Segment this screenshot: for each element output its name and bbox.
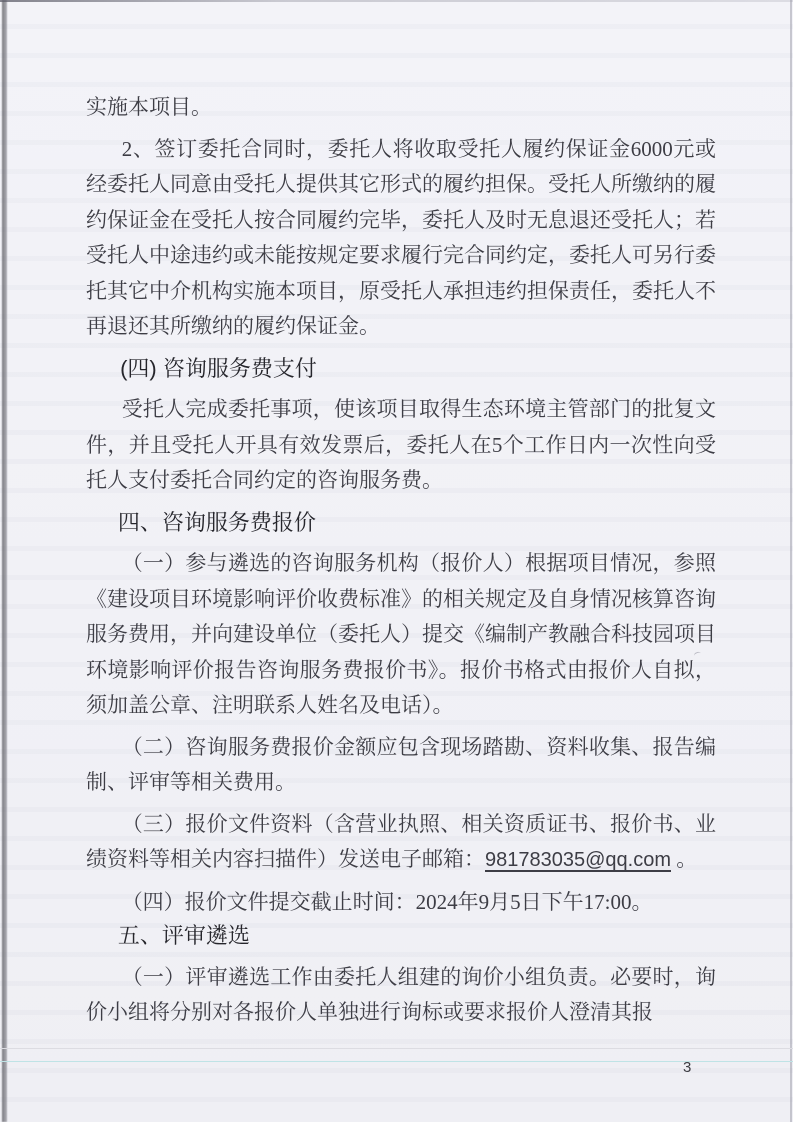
document-body xyxy=(86,90,716,1037)
paragraph-payment-terms: 受托人完成委托事项，使该项目取得生态环境主管部门的批复文件，并且受托人开具有效发票后，委托人在5个工作日内一次性向受托人支付委托合同约定的咨询服务费。 xyxy=(86,397,716,492)
footer-rule-cyan xyxy=(0,1061,793,1062)
paragraph-quotation-item-2: （二）咨询服务费报价金额应包含现场踏勘、资料收集、报告编制、评审等相关费用。 xyxy=(86,734,716,794)
quotation-item-3-tail: 。 xyxy=(671,847,698,871)
paragraph-continuation: 实施本项目。 xyxy=(86,95,212,119)
paragraph-review-item-1: （一）评审遴选工作由委托人组建的询价小组负责。必要时，询价小组将分别对各报价人单独进行询标或要求报价人澄清其报 xyxy=(86,964,716,1024)
heading-section-4-quotation: 四、咨询服务费报价 xyxy=(117,509,316,535)
paragraph-deposit-terms: 2、签订委托合同时，委托人将收取受托人履约保证金6000元或经委托人同意由受托人提供其它形式的履约担保。受托人所缴纳的履约保证金在受托人按合同履约完毕，委托人及时无息退还受托人；若受托人中途违约或未能按规定要求履行完合同约定，委托人可另行委托其它中介机构实施本项目，原受托人承担违约担保责任，委托人不再退还其所缴纳的履约保证金。 xyxy=(86,136,716,338)
footer-rule-gray xyxy=(0,1048,793,1049)
scan-left-edge xyxy=(2,0,7,1122)
paragraph-quotation-item-3 xyxy=(86,807,716,879)
paragraph-quotation-item-4-deadline: （四）报价文件提交截止时间：2024年9月5日下午17:00。 xyxy=(121,889,653,914)
page-number: 3 xyxy=(683,1059,692,1076)
heading-section-5-review: 五、评审遴选 xyxy=(117,923,250,948)
scan-right-edge xyxy=(790,0,792,1122)
scan-top-edge xyxy=(0,0,793,2)
quotation-item-3-text: （三）报价文件资料（含营业执照、相关资质证书、报价书、业绩资料等相关内容扫描件）发送电子邮箱： xyxy=(86,811,716,871)
email-link[interactable]: 981783035@qq.com xyxy=(485,849,671,871)
heading-service-fee-payment: (四) 咨询服务费支付 xyxy=(120,355,317,381)
paragraph-quotation-item-1: （一）参与遴选的咨询服务机构（报价人）根据项目情况，参照《建设项目环境影响评价收费标准》的相关规定及自身情况核算咨询服务费用，并向建设单位（委托人）提交《编制产教融合科技园项目环境影响评价报告咨询服务费报价书》。报价书格式由报价人自拟，须加盖公章、注明联系人姓名及电话）。 xyxy=(86,551,716,717)
